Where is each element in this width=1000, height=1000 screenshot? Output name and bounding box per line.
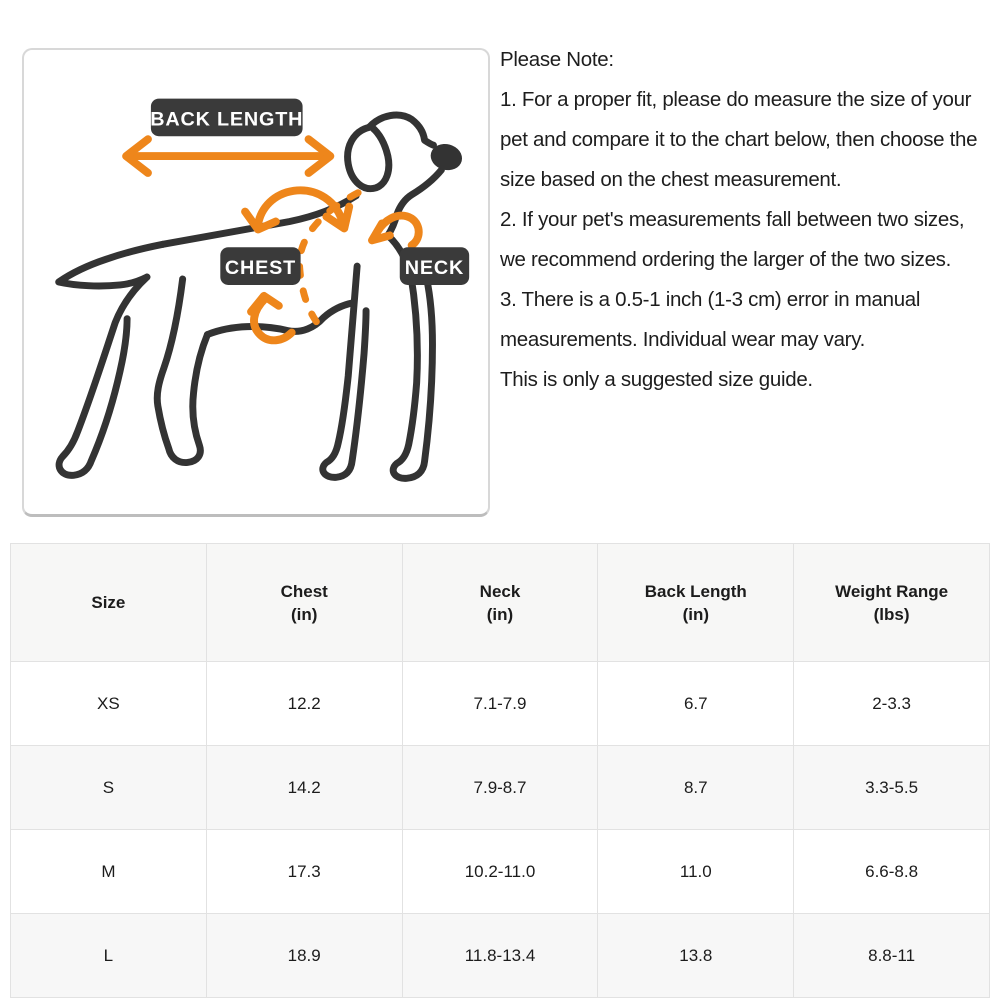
cell-neck: 7.1-7.9 bbox=[402, 662, 598, 746]
back-length-label: BACK LENGTH bbox=[150, 108, 304, 131]
header-size: Size bbox=[11, 544, 207, 662]
cell-size: L bbox=[11, 914, 207, 998]
cell-neck: 7.9-8.7 bbox=[402, 746, 598, 830]
table-row-xs bbox=[11, 662, 990, 746]
header-weight-range: Weight Range (lbs) bbox=[794, 544, 990, 662]
header-back-length: Back Length (in) bbox=[598, 544, 794, 662]
cell-chest: 18.9 bbox=[206, 914, 402, 998]
note-line: 3. There is a 0.5-1 inch (1-3 cm) error in manual bbox=[500, 288, 921, 311]
header-neck: Neck (in) bbox=[402, 544, 598, 662]
neck-label: NECK bbox=[404, 257, 465, 280]
note-line: size based on the chest measurement. bbox=[500, 168, 842, 191]
back-length-arrow-icon bbox=[126, 139, 330, 173]
note-line: pet and compare it to the chart below, then choose the bbox=[500, 128, 978, 151]
dog-measurement-illustration bbox=[24, 50, 488, 514]
cell-back-length: 11.0 bbox=[598, 830, 794, 914]
header-chest: Chest (in) bbox=[206, 544, 402, 662]
cell-size: M bbox=[11, 830, 207, 914]
note-heading: Please Note: bbox=[500, 48, 614, 71]
cell-weight: 3.3-5.5 bbox=[794, 746, 990, 830]
size-chart-header bbox=[11, 544, 990, 662]
cell-chest: 14.2 bbox=[206, 746, 402, 830]
notes-block bbox=[500, 40, 1000, 400]
cell-back-length: 8.7 bbox=[598, 746, 794, 830]
cell-weight: 6.6-8.8 bbox=[794, 830, 990, 914]
chest-label: CHEST bbox=[224, 257, 297, 280]
note-line: 2. If your pet's measurements fall between two sizes, bbox=[500, 208, 965, 231]
cell-neck: 11.8-13.4 bbox=[402, 914, 598, 998]
chest-bottom-arrow-icon bbox=[251, 296, 292, 340]
measurement-diagram-box bbox=[22, 48, 490, 517]
note-line: This is only a suggested size guide. bbox=[500, 368, 813, 391]
size-chart-body bbox=[11, 662, 990, 998]
table-row-s bbox=[11, 746, 990, 830]
note-line: measurements. Individual wear may vary. bbox=[500, 328, 866, 351]
table-row-m bbox=[11, 830, 990, 914]
header-row bbox=[11, 544, 990, 662]
cell-weight: 2-3.3 bbox=[794, 662, 990, 746]
size-chart-table bbox=[10, 543, 990, 998]
chest-measure-arrow-icon bbox=[245, 190, 349, 229]
note-line: we recommend ordering the larger of the two sizes. bbox=[500, 248, 952, 271]
cell-neck: 10.2-11.0 bbox=[402, 830, 598, 914]
note-line: 1. For a proper fit, please do measure the size of your bbox=[500, 88, 972, 111]
cell-back-length: 13.8 bbox=[598, 914, 794, 998]
cell-weight: 8.8-11 bbox=[794, 914, 990, 998]
cell-chest: 12.2 bbox=[206, 662, 402, 746]
table-row-l bbox=[11, 914, 990, 998]
cell-back-length: 6.7 bbox=[598, 662, 794, 746]
cell-chest: 17.3 bbox=[206, 830, 402, 914]
cell-size: XS bbox=[11, 662, 207, 746]
cell-size: S bbox=[11, 746, 207, 830]
